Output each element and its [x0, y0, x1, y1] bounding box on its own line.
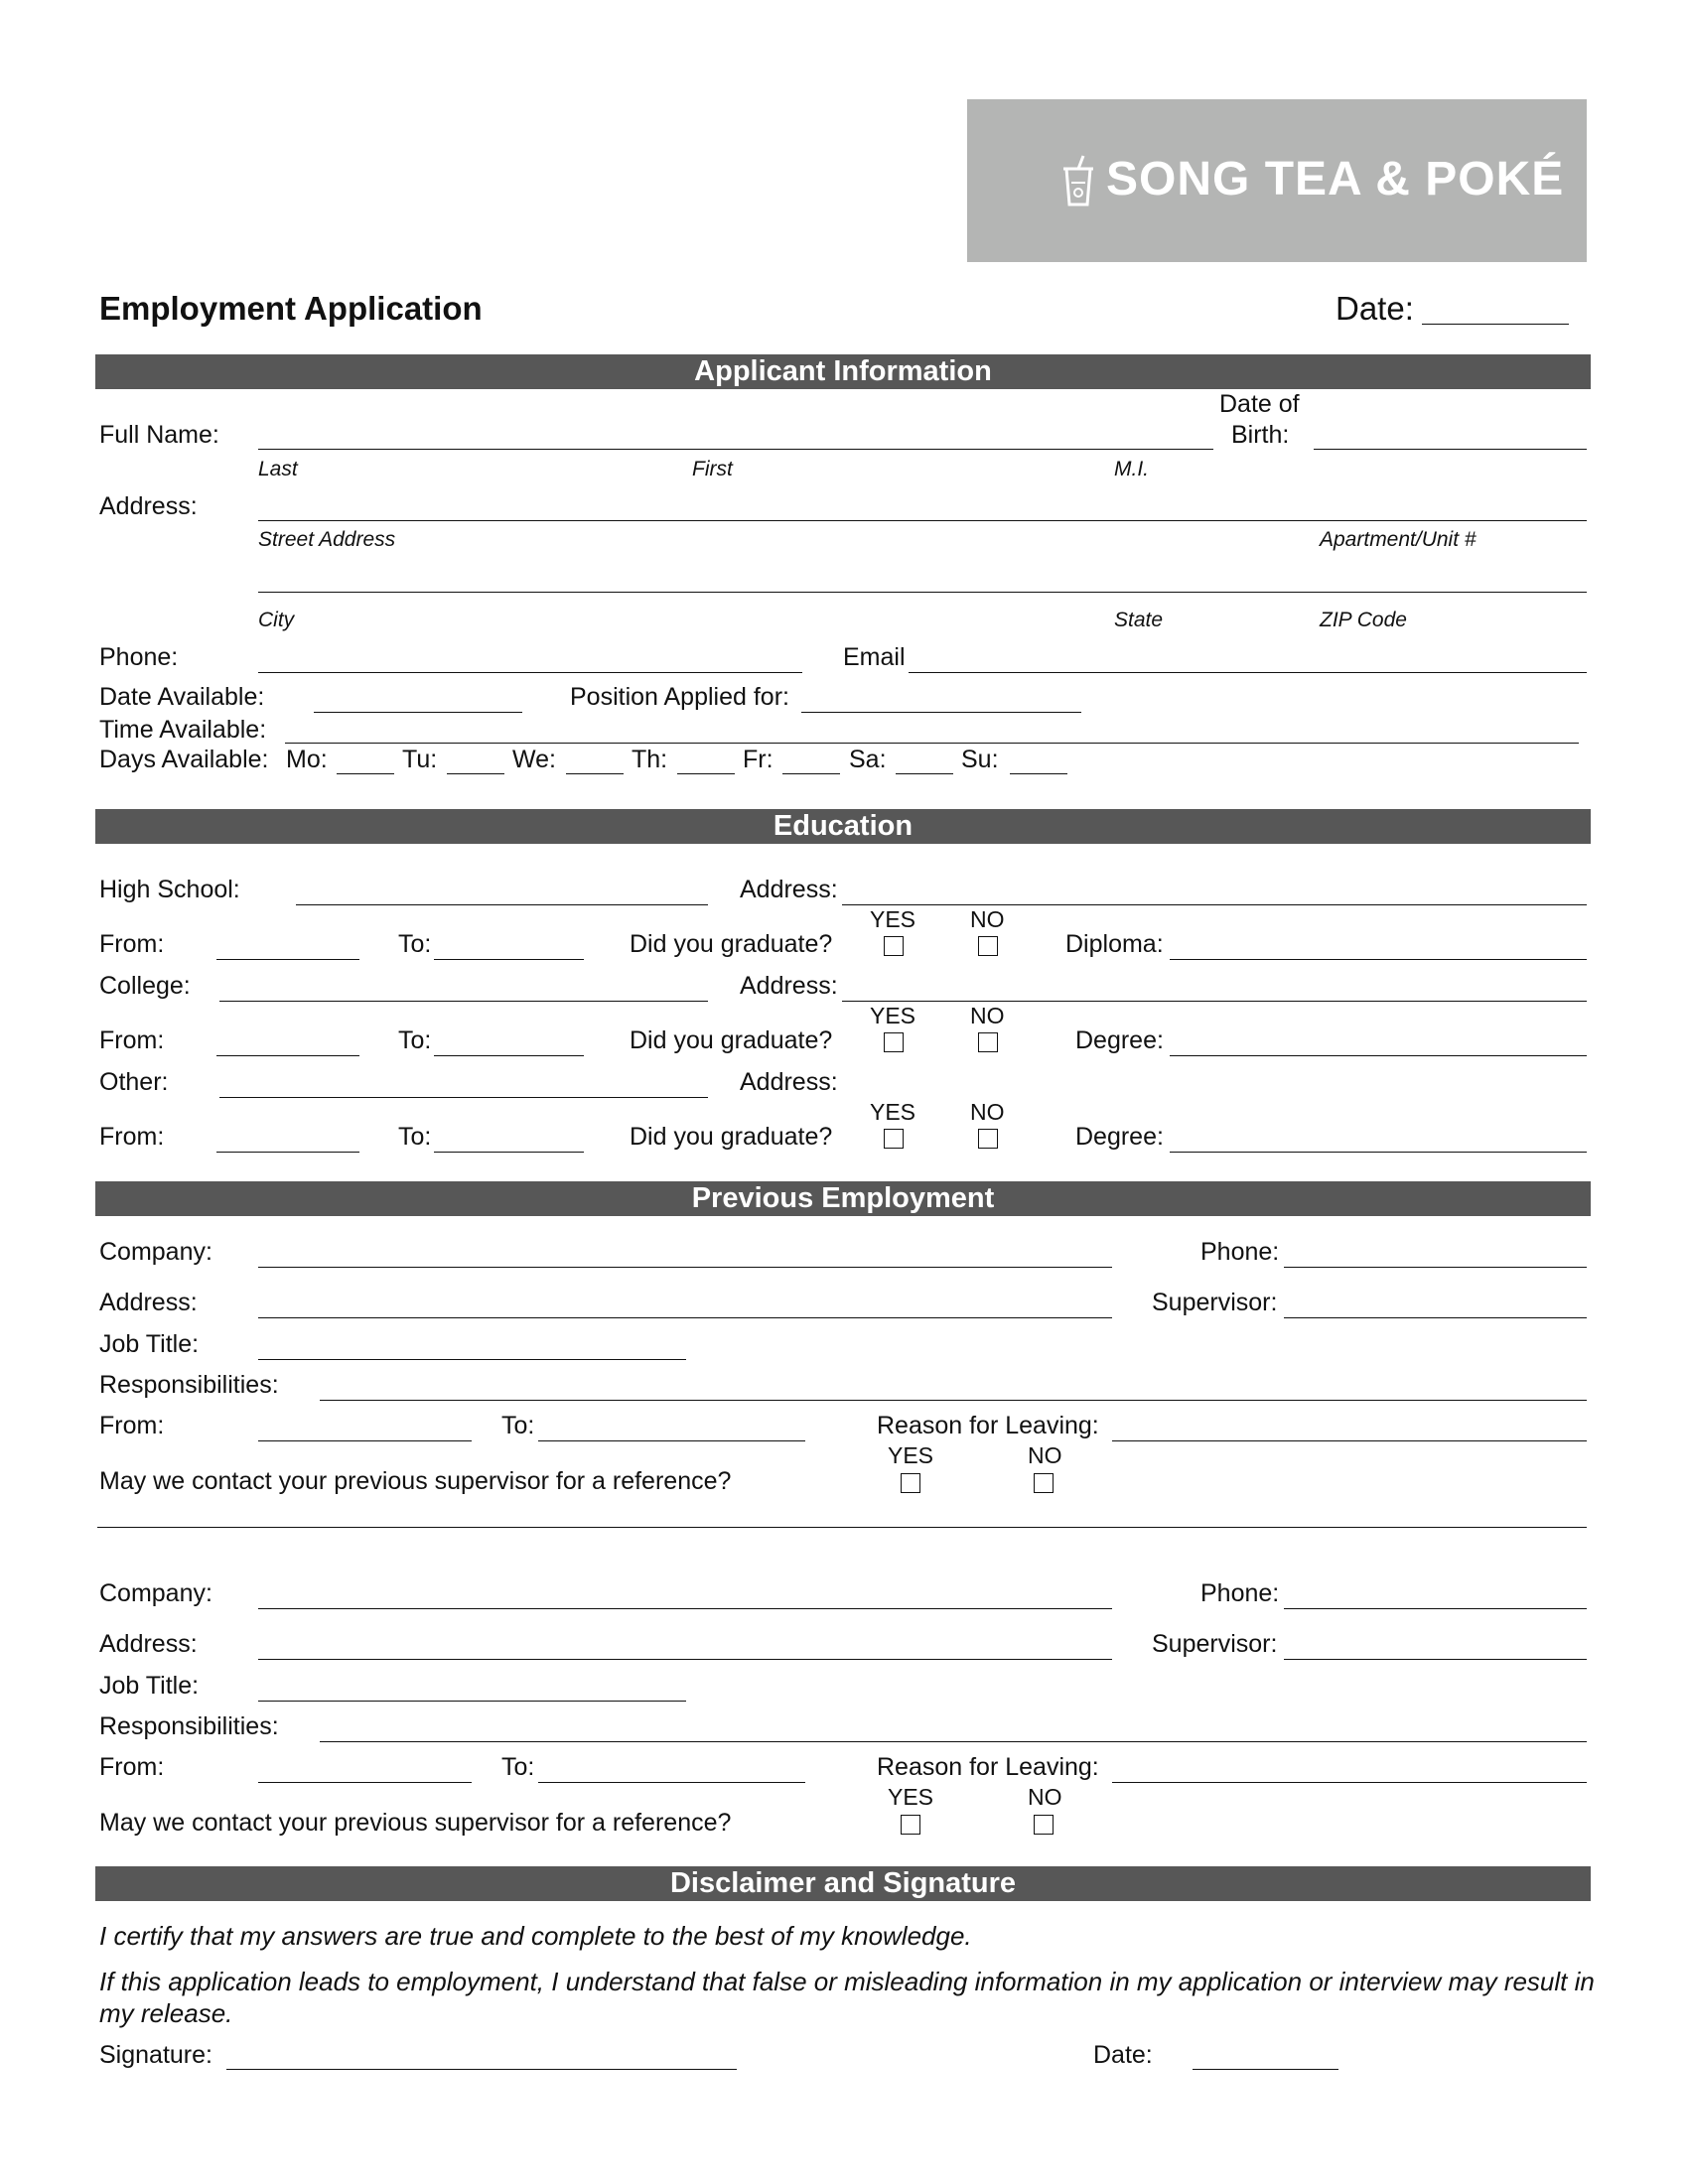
employer2-phone-field[interactable]: [1284, 1608, 1587, 1609]
employer1-contact-no-checkbox[interactable]: [1034, 1473, 1054, 1493]
signature-label: Signature:: [99, 2041, 212, 2069]
other-to-field[interactable]: [434, 1152, 584, 1153]
employer2-contact-question: May we contact your previous supervisor for a reference?: [99, 1809, 732, 1837]
employer2-phone-label: Phone:: [1200, 1579, 1280, 1607]
employer2-address-field[interactable]: [258, 1659, 1112, 1660]
college-address-field[interactable]: [842, 1001, 1587, 1002]
section-education-header: Education: [95, 809, 1591, 844]
college-degree-field[interactable]: [1170, 1055, 1587, 1056]
diploma-field[interactable]: [1170, 959, 1587, 960]
position-field[interactable]: [801, 712, 1081, 713]
employer2-job-title-label: Job Title:: [99, 1672, 200, 1700]
employer2-to-label: To:: [501, 1753, 535, 1781]
other-graduate-yes-checkbox[interactable]: [884, 1129, 904, 1149]
employer1-no-label: NO: [1028, 1442, 1062, 1468]
employer2-yes-label: YES: [888, 1784, 934, 1810]
employer2-job-title-field[interactable]: [258, 1701, 686, 1702]
full-name-field[interactable]: [258, 449, 1213, 450]
section-applicant-header: Applicant Information: [95, 354, 1591, 389]
college-from-label: From:: [99, 1026, 165, 1054]
day-monday-field[interactable]: [337, 773, 394, 774]
employer1-contact-yes-checkbox[interactable]: [901, 1473, 920, 1493]
email-label: Email: [843, 643, 906, 671]
day-thursday-label: Th:: [632, 746, 668, 773]
hs-graduate-yes-checkbox[interactable]: [884, 936, 904, 956]
college-graduate-yes-checkbox[interactable]: [884, 1032, 904, 1052]
college-to-label: To:: [398, 1026, 432, 1054]
employer1-from-label: From:: [99, 1412, 165, 1439]
employer2-responsibilities-field[interactable]: [320, 1741, 1587, 1742]
logo-text: SONG TEA & POKÉ: [1106, 153, 1565, 205]
college-address-label: Address:: [740, 972, 838, 1000]
day-sunday-label: Su:: [961, 746, 999, 773]
zip-sublabel: ZIP Code: [1320, 609, 1407, 631]
hs-to-field[interactable]: [434, 959, 584, 960]
employer2-company-label: Company:: [99, 1579, 212, 1607]
last-name-sublabel: Last: [258, 458, 298, 480]
other-from-label: From:: [99, 1123, 165, 1151]
employer2-contact-yes-checkbox[interactable]: [901, 1815, 920, 1835]
other-from-field[interactable]: [216, 1152, 359, 1153]
section-disclaimer-header: Disclaimer and Signature: [95, 1866, 1591, 1901]
other-yes-label: YES: [870, 1099, 916, 1125]
employer1-contact-question: May we contact your previous supervisor for a reference?: [99, 1467, 732, 1495]
hs-from-label: From:: [99, 930, 165, 958]
phone-label: Phone:: [99, 643, 179, 671]
day-monday-label: Mo:: [286, 746, 328, 773]
state-sublabel: State: [1114, 609, 1164, 631]
city-state-zip-field[interactable]: [258, 592, 1587, 593]
apartment-sublabel: Apartment/Unit #: [1320, 528, 1477, 551]
college-from-field[interactable]: [216, 1055, 359, 1056]
employer1-supervisor-label: Supervisor:: [1152, 1289, 1278, 1316]
hs-to-label: To:: [398, 930, 432, 958]
dob-label-line2: Birth:: [1231, 421, 1290, 449]
employer1-responsibilities-label: Responsibilities:: [99, 1371, 279, 1399]
hs-graduate-no-checkbox[interactable]: [978, 936, 998, 956]
high-school-address-field[interactable]: [842, 904, 1587, 905]
signature-date-label: Date:: [1093, 2041, 1153, 2069]
other-graduate-label: Did you graduate?: [630, 1123, 833, 1151]
employer-divider: [97, 1527, 1587, 1528]
day-tuesday-field[interactable]: [447, 773, 504, 774]
day-saturday-field[interactable]: [896, 773, 953, 774]
employer2-address-label: Address:: [99, 1630, 198, 1658]
employer2-from-field[interactable]: [258, 1782, 472, 1783]
employer2-responsibilities-label: Responsibilities:: [99, 1712, 279, 1740]
street-address-field[interactable]: [258, 520, 1587, 521]
college-no-label: NO: [970, 1003, 1005, 1028]
first-name-sublabel: First: [692, 458, 733, 480]
employer1-responsibilities-field[interactable]: [320, 1400, 1587, 1401]
day-sunday-field[interactable]: [1010, 773, 1067, 774]
day-wednesday-label: We:: [512, 746, 556, 773]
employer1-supervisor-field[interactable]: [1284, 1317, 1587, 1318]
other-no-label: NO: [970, 1099, 1005, 1125]
employer2-reason-field[interactable]: [1112, 1782, 1587, 1783]
employer1-to-field[interactable]: [538, 1440, 805, 1441]
phone-field[interactable]: [258, 672, 802, 673]
day-friday-field[interactable]: [782, 773, 840, 774]
college-to-field[interactable]: [434, 1055, 584, 1056]
header-date-label: Date:: [1336, 290, 1414, 327]
disclaimer-release-text: If this application leads to employment, I understand that false or misleading information in my application or interview may result in my release.: [99, 1967, 1595, 2028]
hs-from-field[interactable]: [216, 959, 359, 960]
employer2-from-label: From:: [99, 1753, 165, 1781]
other-to-label: To:: [398, 1123, 432, 1151]
date-available-field[interactable]: [314, 712, 522, 713]
signature-field[interactable]: [226, 2069, 737, 2070]
address-label: Address:: [99, 492, 198, 520]
college-graduate-no-checkbox[interactable]: [978, 1032, 998, 1052]
header-date-line[interactable]: [1422, 324, 1569, 325]
mi-sublabel: M.I.: [1114, 458, 1149, 480]
employer2-company-field[interactable]: [258, 1608, 1112, 1609]
full-name-label: Full Name:: [99, 421, 219, 449]
employer2-reason-label: Reason for Leaving:: [877, 1753, 1099, 1781]
employer1-job-title-label: Job Title:: [99, 1330, 200, 1358]
dob-label-line1: Date of: [1219, 390, 1300, 418]
other-degree-label: Degree:: [1075, 1123, 1164, 1151]
days-available-label: Days Available:: [99, 746, 269, 773]
hs-no-label: NO: [970, 906, 1005, 932]
date-available-label: Date Available:: [99, 683, 265, 711]
signature-date-field[interactable]: [1193, 2069, 1338, 2070]
employer1-address-label: Address:: [99, 1289, 198, 1316]
dob-field[interactable]: [1314, 449, 1587, 450]
high-school-field[interactable]: [296, 904, 708, 905]
high-school-address-label: Address:: [740, 876, 838, 903]
disclaimer-certify-text: I certify that my answers are true and complete to the best of my knowledge.: [99, 1921, 972, 1951]
email-field[interactable]: [909, 672, 1587, 673]
time-available-field[interactable]: [285, 743, 1579, 744]
day-friday-label: Fr:: [743, 746, 774, 773]
other-school-field[interactable]: [219, 1097, 708, 1098]
employer1-yes-label: YES: [888, 1442, 934, 1468]
college-label: College:: [99, 972, 191, 1000]
page-title: Employment Application: [99, 290, 483, 327]
employer2-to-field[interactable]: [538, 1782, 805, 1783]
college-yes-label: YES: [870, 1003, 916, 1028]
employer1-company-field[interactable]: [258, 1267, 1112, 1268]
other-degree-field[interactable]: [1170, 1152, 1587, 1153]
employer2-supervisor-field[interactable]: [1284, 1659, 1587, 1660]
college-graduate-label: Did you graduate?: [630, 1026, 833, 1054]
city-sublabel: City: [258, 609, 295, 631]
college-degree-label: Degree:: [1075, 1026, 1164, 1054]
street-address-sublabel: Street Address: [258, 528, 396, 551]
diploma-label: Diploma:: [1065, 930, 1164, 958]
hs-graduate-label: Did you graduate?: [630, 930, 833, 958]
section-employment-header: Previous Employment: [95, 1181, 1591, 1216]
day-tuesday-label: Tu:: [402, 746, 438, 773]
employer1-job-title-field[interactable]: [258, 1359, 686, 1360]
cup-icon: [1058, 153, 1098, 208]
employer1-company-label: Company:: [99, 1238, 212, 1266]
hs-yes-label: YES: [870, 906, 916, 932]
employer2-no-label: NO: [1028, 1784, 1062, 1810]
college-field[interactable]: [219, 1001, 708, 1002]
employer2-contact-no-checkbox[interactable]: [1034, 1815, 1054, 1835]
company-logo: [967, 99, 1587, 262]
employer2-supervisor-label: Supervisor:: [1152, 1630, 1278, 1658]
employer1-reason-label: Reason for Leaving:: [877, 1412, 1099, 1439]
high-school-label: High School:: [99, 876, 240, 903]
employer1-phone-label: Phone:: [1200, 1238, 1280, 1266]
employer1-from-field[interactable]: [258, 1440, 472, 1441]
employer1-address-field[interactable]: [258, 1317, 1112, 1318]
other-address-label: Address:: [740, 1068, 838, 1096]
day-thursday-field[interactable]: [677, 773, 735, 774]
position-label: Position Applied for:: [570, 683, 789, 711]
other-graduate-no-checkbox[interactable]: [978, 1129, 998, 1149]
employer1-to-label: To:: [501, 1412, 535, 1439]
other-school-label: Other:: [99, 1068, 169, 1096]
day-wednesday-field[interactable]: [566, 773, 624, 774]
day-saturday-label: Sa:: [849, 746, 887, 773]
time-available-label: Time Available:: [99, 716, 267, 744]
employer1-phone-field[interactable]: [1284, 1267, 1587, 1268]
employer1-reason-field[interactable]: [1112, 1440, 1587, 1441]
